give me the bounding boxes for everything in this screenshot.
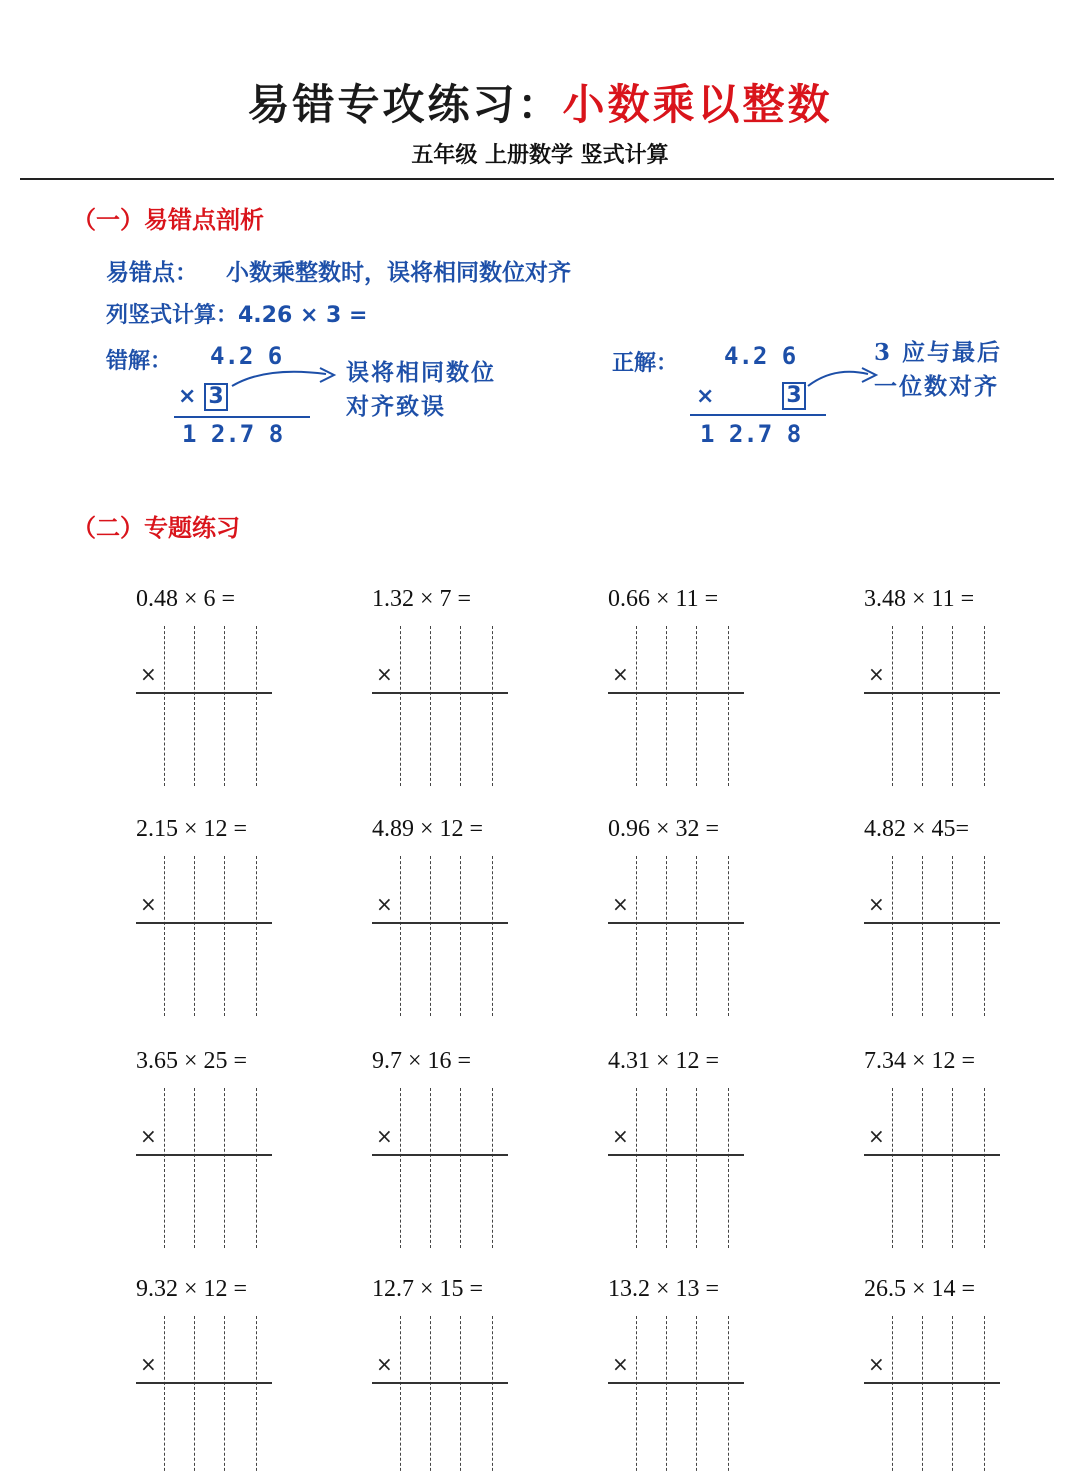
title-topic: 小数乘以整数 [562, 80, 833, 129]
problem-expression: 0.66 × 11 = [608, 586, 719, 612]
wrong-note-line1: 误将相同数位 [346, 359, 496, 386]
digit-column-guide [400, 1316, 401, 1472]
problem-expression: 13.2 × 13 = [608, 1276, 720, 1302]
digit-column-guide [430, 626, 431, 786]
digit-column-guide [728, 626, 729, 786]
problem-expression: 9.7 × 16 = [372, 1048, 472, 1074]
times-icon: × [612, 1124, 629, 1148]
practice-problem [372, 1048, 552, 1258]
digit-column-guide [728, 1088, 729, 1248]
problem-expression: 0.48 × 6 = [136, 586, 236, 612]
digit-column-guide [666, 1088, 667, 1248]
digit-column-guide [194, 626, 195, 786]
digit-column-guide [984, 856, 985, 1016]
answer-line [608, 1382, 744, 1384]
digit-column-guide [492, 1316, 493, 1472]
problem-expression: 7.34 × 12 = [864, 1048, 976, 1074]
digit-column-guide [194, 1316, 195, 1472]
times-icon: × [868, 1352, 885, 1376]
times-icon: × [612, 1352, 629, 1376]
vertical-calc-prompt: 列竖式计算：4.26 × 3 = [106, 303, 368, 328]
digit-column-guide [636, 856, 637, 1016]
practice-problem [864, 586, 1044, 796]
digit-column-guide [666, 856, 667, 1016]
digit-column-guide [256, 626, 257, 786]
answer-line [136, 1154, 272, 1156]
digit-column-guide [952, 1316, 953, 1472]
practice-problem [136, 1048, 316, 1258]
problem-expression: 3.48 × 11 = [864, 586, 975, 612]
header-divider [20, 178, 1054, 180]
times-icon: × [140, 892, 157, 916]
digit-column-guide [728, 1316, 729, 1472]
wrong-result-line [174, 416, 310, 418]
answer-line [136, 1382, 272, 1384]
digit-column-guide [400, 1088, 401, 1248]
wrong-note [346, 356, 496, 424]
section2-heading: （二）专题练习 [72, 514, 240, 542]
digit-column-guide [892, 1088, 893, 1248]
answer-line [608, 1154, 744, 1156]
digit-column-guide [892, 856, 893, 1016]
digit-column-guide [984, 626, 985, 786]
problem-expression: 3.65 × 25 = [136, 1048, 248, 1074]
problem-expression: 2.15 × 12 = [136, 816, 248, 842]
wrong-times-icon: × [178, 384, 197, 409]
problem-expression: 1.32 × 7 = [372, 586, 472, 612]
answer-line [864, 922, 1000, 924]
digit-column-guide [892, 1316, 893, 1472]
times-icon: × [140, 1124, 157, 1148]
digit-column-guide [164, 626, 165, 786]
answer-line [372, 922, 508, 924]
digit-column-guide [952, 856, 953, 1016]
times-icon: × [868, 892, 885, 916]
right-note-line2: 一位数对齐 [874, 373, 999, 400]
answer-line [372, 1382, 508, 1384]
digit-column-guide [224, 1316, 225, 1472]
practice-problem [136, 1276, 316, 1472]
digit-column-guide [666, 1316, 667, 1472]
right-note-line1: 3 应与最后 [874, 339, 1003, 366]
digit-column-guide [164, 1088, 165, 1248]
digit-column-guide [400, 856, 401, 1016]
section1-heading: （一）易错点剖析 [72, 206, 264, 234]
digit-column-guide [728, 856, 729, 1016]
practice-problem [864, 1048, 1044, 1258]
digit-column-guide [984, 1088, 985, 1248]
digit-column-guide [696, 626, 697, 786]
digit-column-guide [696, 1316, 697, 1472]
page-subtitle: 五年级 上册数学 竖式计算 [411, 143, 669, 168]
digit-column-guide [922, 626, 923, 786]
times-icon: × [376, 1124, 393, 1148]
times-icon: × [140, 662, 157, 686]
digit-column-guide [636, 626, 637, 786]
right-arrow-icon [804, 360, 884, 396]
practice-problem [864, 816, 1044, 1026]
times-icon: × [376, 662, 393, 686]
right-result-line [690, 414, 826, 416]
digit-column-guide [922, 1316, 923, 1472]
digit-column-guide [256, 856, 257, 1016]
problem-expression: 0.96 × 32 = [608, 816, 720, 842]
page-title [0, 72, 1080, 132]
error-point-label: 易错点： [106, 260, 198, 286]
digit-column-guide [400, 626, 401, 786]
digit-column-guide [952, 1088, 953, 1248]
problem-expression: 4.89 × 12 = [372, 816, 484, 842]
right-times-icon: × [696, 384, 715, 409]
times-icon: × [612, 892, 629, 916]
answer-line [864, 1382, 1000, 1384]
answer-line [864, 1154, 1000, 1156]
digit-column-guide [224, 1088, 225, 1248]
practice-problem [136, 816, 316, 1026]
digit-column-guide [492, 856, 493, 1016]
problem-expression: 4.31 × 12 = [608, 1048, 720, 1074]
times-icon: × [868, 662, 885, 686]
digit-column-guide [164, 856, 165, 1016]
practice-problem [608, 586, 788, 796]
answer-line [136, 692, 272, 694]
wrong-solution-label: 错解： [106, 349, 173, 374]
digit-column-guide [224, 626, 225, 786]
problem-expression: 9.32 × 12 = [136, 1276, 248, 1302]
error-point-text: 小数乘整数时，误将相同数位对齐 [226, 260, 571, 286]
practice-problem [864, 1276, 1044, 1472]
right-note [874, 336, 1002, 404]
times-icon: × [376, 1352, 393, 1376]
answer-line [372, 1154, 508, 1156]
digit-column-guide [636, 1316, 637, 1472]
wrong-multiplier: 3 [204, 383, 228, 411]
error-point [106, 254, 571, 287]
right-result: 1 2.7 8 [700, 420, 802, 448]
problem-expression: 26.5 × 14 = [864, 1276, 976, 1302]
answer-line [864, 692, 1000, 694]
digit-column-guide [430, 856, 431, 1016]
times-icon: × [140, 1352, 157, 1376]
digit-column-guide [636, 1088, 637, 1248]
wrong-arrow-icon [226, 360, 346, 396]
wrong-note-line2: 对齐致误 [346, 393, 446, 420]
wrong-result: 1 2.7 8 [182, 420, 284, 448]
digit-column-guide [164, 1316, 165, 1472]
digit-column-guide [666, 626, 667, 786]
digit-column-guide [922, 1088, 923, 1248]
answer-line [372, 692, 508, 694]
digit-column-guide [460, 1088, 461, 1248]
practice-problem [372, 1276, 552, 1472]
digit-column-guide [460, 626, 461, 786]
digit-column-guide [492, 626, 493, 786]
digit-column-guide [892, 626, 893, 786]
wrong-top-number: 4.2 6 [210, 342, 283, 370]
right-multiplier: 3 [782, 382, 806, 410]
digit-column-guide [696, 1088, 697, 1248]
answer-line [608, 692, 744, 694]
problem-expression: 12.7 × 15 = [372, 1276, 484, 1302]
digit-column-guide [224, 856, 225, 1016]
practice-problem [372, 586, 552, 796]
digit-column-guide [194, 1088, 195, 1248]
digit-column-guide [194, 856, 195, 1016]
digit-column-guide [430, 1316, 431, 1472]
right-top-number: 4.2 6 [724, 342, 797, 370]
times-icon: × [868, 1124, 885, 1148]
digit-column-guide [922, 856, 923, 1016]
practice-problem [608, 816, 788, 1026]
digit-column-guide [696, 856, 697, 1016]
digit-column-guide [256, 1316, 257, 1472]
practice-problem [608, 1048, 788, 1258]
times-icon: × [376, 892, 393, 916]
title-main: 易错专攻练习： [247, 80, 563, 129]
digit-column-guide [430, 1088, 431, 1248]
times-icon: × [612, 662, 629, 686]
practice-problem [608, 1276, 788, 1472]
answer-line [608, 922, 744, 924]
digit-column-guide [256, 1088, 257, 1248]
practice-problem [136, 586, 316, 796]
practice-problem [372, 816, 552, 1026]
digit-column-guide [492, 1088, 493, 1248]
right-solution-label: 正解： [612, 351, 679, 376]
answer-line [136, 922, 272, 924]
digit-column-guide [952, 626, 953, 786]
problem-expression: 4.82 × 45= [864, 816, 970, 842]
digit-column-guide [460, 1316, 461, 1472]
digit-column-guide [460, 856, 461, 1016]
digit-column-guide [984, 1316, 985, 1472]
